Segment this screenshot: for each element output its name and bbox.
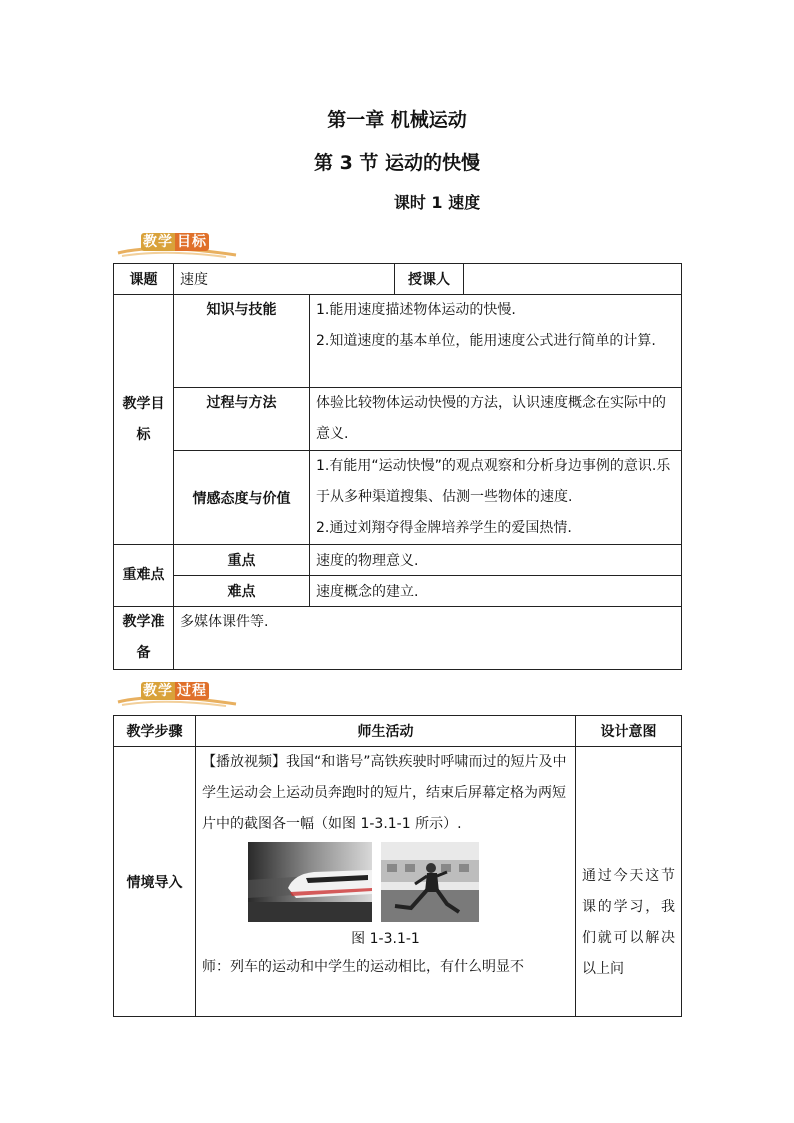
hard-label: 难点 (174, 576, 310, 607)
process-banner-label (138, 681, 212, 701)
emotion-label: 情感态度与价值 (174, 451, 310, 545)
difficulty-label: 重难点 (114, 545, 174, 607)
goals-banner-label (138, 232, 212, 252)
figure-row (202, 842, 569, 926)
topic-value: 速度 (174, 264, 395, 295)
intent-text: 通过今天这节课的学习，我们就可以解决以上问 (582, 867, 675, 977)
key-label: 重点 (174, 545, 310, 576)
key-value: 速度的物理意义. (310, 545, 682, 576)
goals-banner-part2: 目标 (177, 234, 207, 250)
process-label: 过程与方法 (174, 388, 310, 451)
prep-value: 多媒体课件等. (174, 607, 682, 670)
col-intent-header: 设计意图 (576, 716, 682, 747)
emotion-cell (310, 451, 682, 545)
process-banner (116, 678, 256, 708)
intent-cell (576, 747, 682, 1017)
process-banner-part1: 教学 (143, 683, 173, 699)
train-image (248, 842, 372, 922)
teacher-question: 师：列车的运动和中学生的运动相比，有什么明显不 (202, 959, 524, 975)
col-step-header: 教学步骤 (114, 716, 196, 747)
emotion-line: 2.通过刘翔夺得金牌培养学生的爱国热情. (316, 520, 572, 536)
knowledge-line: 2.知道速度的基本单位，能用速度公式进行简单的计算. (316, 333, 656, 349)
col-activity-header: 师生活动 (196, 716, 576, 747)
emotion-line: 1.有能用“运动快慢”的观点观察和分析身边事例的意识.乐于从多种渠道搜集、估测一些物体的速度. (316, 458, 671, 505)
section-title: 第 3 节 运动的快慢 (313, 152, 481, 174)
teacher-label: 授课人 (395, 264, 464, 295)
lesson-title: 课时 1 速度 (393, 193, 481, 212)
goals-banner-part1: 教学 (143, 234, 173, 250)
step-label: 情境导入 (114, 747, 196, 1017)
process-table (113, 715, 682, 1017)
teacher-value (464, 264, 682, 295)
topic-label: 课题 (114, 264, 174, 295)
runner-image (381, 842, 479, 922)
activity-cell (196, 747, 576, 1017)
process-banner-part2: 过程 (177, 683, 207, 699)
goals-banner (116, 229, 256, 259)
knowledge-line: 1.能用速度描述物体运动的快慢. (316, 302, 516, 318)
hard-value: 速度概念的建立. (310, 576, 682, 607)
process-line: 体验比较物体运动快慢的方法，认识速度概念在实际中的意义. (316, 395, 666, 442)
figure-caption: 图 1-3.1-1 (351, 931, 420, 947)
activity-text: 【播放视频】我国“和谐号”高铁疾驶时呼啸而过的短片及中学生运动会上运动员奔跑时的短片，结束后屏幕定格为两短片中的截图各一幅（如图 1-3.1-1 所示）. (202, 754, 567, 832)
chapter-title: 第一章 机械运动 (327, 109, 467, 131)
prep-label: 教学准备 (114, 607, 174, 670)
goals-table (113, 263, 682, 670)
knowledge-label: 知识与技能 (174, 295, 310, 388)
objectives-label: 教学目标 (114, 295, 174, 545)
knowledge-cell (310, 295, 682, 388)
process-cell (310, 388, 682, 451)
